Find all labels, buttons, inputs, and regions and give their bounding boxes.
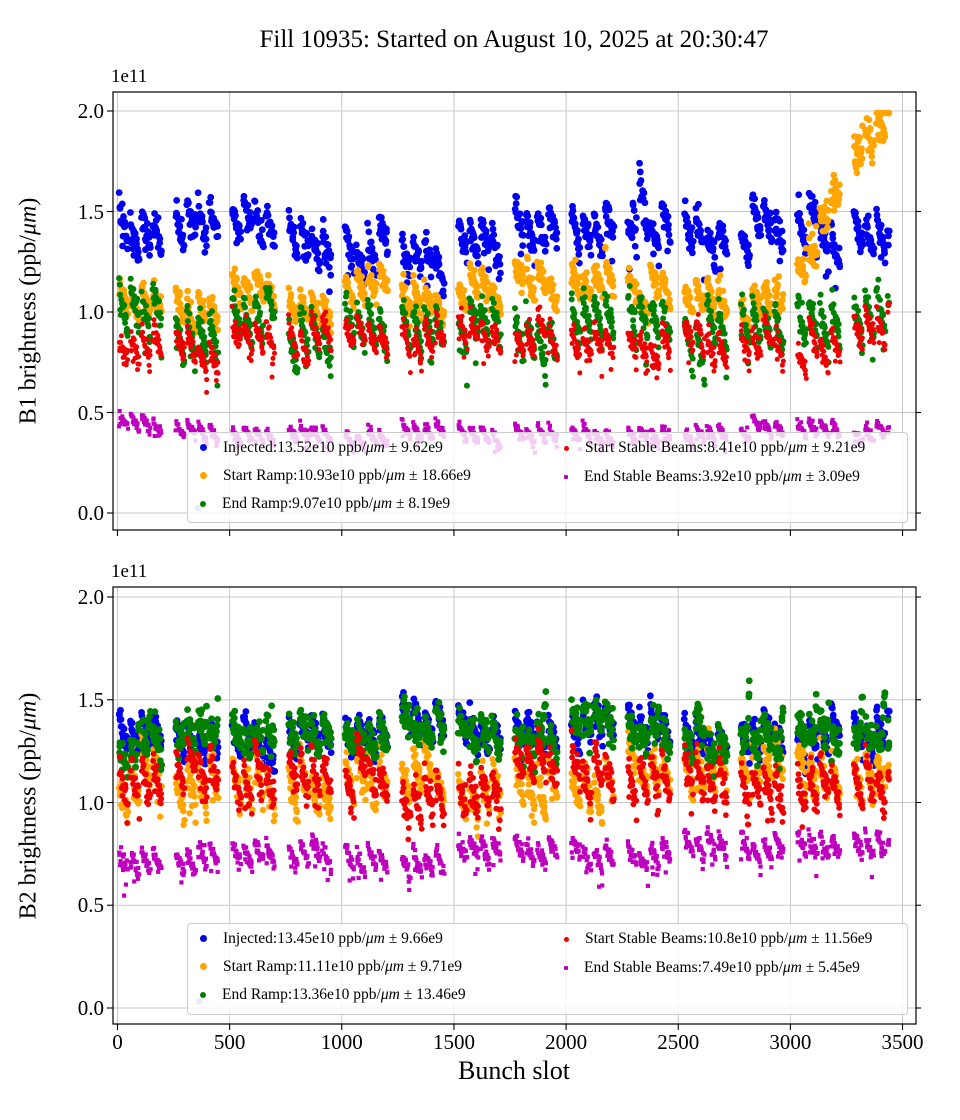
start-stable-beams-marker-icon — [564, 937, 569, 942]
figure-title: Fill 10935: Started on August 10, 2025 at 20:30:47 — [259, 26, 769, 53]
b1-legend — [187, 432, 908, 523]
xtick-2000: 2000 — [545, 1030, 588, 1054]
legend-item-end-stable-beams — [564, 958, 872, 978]
xtick-3000: 3000 — [769, 1030, 812, 1054]
xtick-2500: 2500 — [657, 1030, 700, 1054]
legend-item-injected — [200, 438, 564, 457]
legend-item-end-ramp — [200, 494, 564, 513]
legend-label-start-stable-beams: Start Stable Beams:10.8e10 ppb/μm ± 11.56e9 — [585, 930, 873, 947]
end-ramp-marker-icon — [200, 992, 206, 998]
xtick-500: 500 — [213, 1030, 246, 1054]
legend-label-end-ramp: End Ramp:13.36e10 ppb/μm ± 13.46e9 — [222, 986, 466, 1004]
b1-ytick-1.5: 1.5 — [77, 199, 104, 224]
legend-item-end-stable-beams — [564, 467, 865, 487]
legend-label-start-ramp: Start Ramp:10.93e10 ppb/μm ± 18.66e9 — [223, 466, 471, 484]
legend-item-start-stable-beams — [564, 929, 872, 949]
legend-column-2 — [564, 438, 865, 522]
legend-column-1 — [200, 929, 564, 1014]
legend-label-end-ramp: End Ramp:9.07e10 ppb/μm ± 8.19e9 — [222, 494, 451, 512]
xtick-1500: 1500 — [432, 1030, 475, 1054]
start-ramp-marker-icon — [200, 963, 207, 970]
b2-ytick-2.0: 2.0 — [77, 585, 104, 609]
b1-y-axis-label: B1 brightness (ppb/μm) — [15, 197, 42, 425]
legend-item-start-ramp — [200, 957, 564, 976]
b2-ytick-0.5: 0.5 — [77, 893, 104, 918]
xtick-0: 0 — [112, 1030, 123, 1054]
b2-legend — [187, 923, 908, 1015]
b1-ytick-0.0: 0.0 — [77, 501, 104, 525]
b2-ytick-1.0: 1.0 — [77, 790, 104, 815]
b2-ytick-0.0: 0.0 — [77, 996, 104, 1020]
legend-label-injected: Injected:13.45e10 ppb/μm ± 9.66e9 — [223, 929, 443, 947]
start-stable-beams-marker-icon — [564, 446, 569, 451]
legend-label-start-ramp: Start Ramp:11.11e10 ppb/μm ± 9.71e9 — [223, 957, 463, 975]
injected-marker-icon — [200, 444, 207, 451]
xtick-1000: 1000 — [320, 1030, 363, 1054]
b1-ytick-0.5: 0.5 — [77, 400, 104, 425]
start-ramp-marker-icon — [200, 472, 207, 479]
b2-y-axis-label: B2 brightness (ppb/μm) — [15, 692, 42, 920]
legend-column-2 — [564, 929, 872, 1014]
legend-item-start-stable-beams — [564, 438, 865, 458]
legend-column-1 — [200, 438, 564, 522]
legend-item-start-ramp — [200, 466, 564, 485]
end-stable-beams-marker-icon — [564, 475, 568, 479]
legend-label-end-stable-beams: End Stable Beams:7.49e10 ppb/μm ± 5.45e9 — [584, 959, 860, 976]
xtick-3500: 3500 — [881, 1030, 924, 1054]
end-ramp-marker-icon — [200, 501, 206, 507]
legend-item-injected — [200, 929, 564, 948]
b1-offset-label: 1e11 — [111, 66, 148, 87]
legend-label-start-stable-beams: Start Stable Beams:8.41e10 ppb/μm ± 9.21e9 — [585, 439, 866, 456]
injected-marker-icon — [200, 935, 207, 942]
legend-label-injected: Injected:13.52e10 ppb/μm ± 9.62e9 — [223, 438, 443, 456]
b2-offset-label: 1e11 — [111, 561, 148, 582]
end-stable-beams-marker-icon — [564, 966, 568, 970]
legend-item-end-ramp — [200, 986, 564, 1005]
x-axis-label: Bunch slot — [458, 1056, 570, 1085]
b1-ytick-2.0: 2.0 — [77, 99, 104, 123]
b1-ytick-1.0: 1.0 — [77, 300, 104, 324]
b2-ytick-1.5: 1.5 — [77, 687, 104, 712]
legend-label-end-stable-beams: End Stable Beams:3.92e10 ppb/μm ± 3.09e9 — [584, 468, 860, 485]
